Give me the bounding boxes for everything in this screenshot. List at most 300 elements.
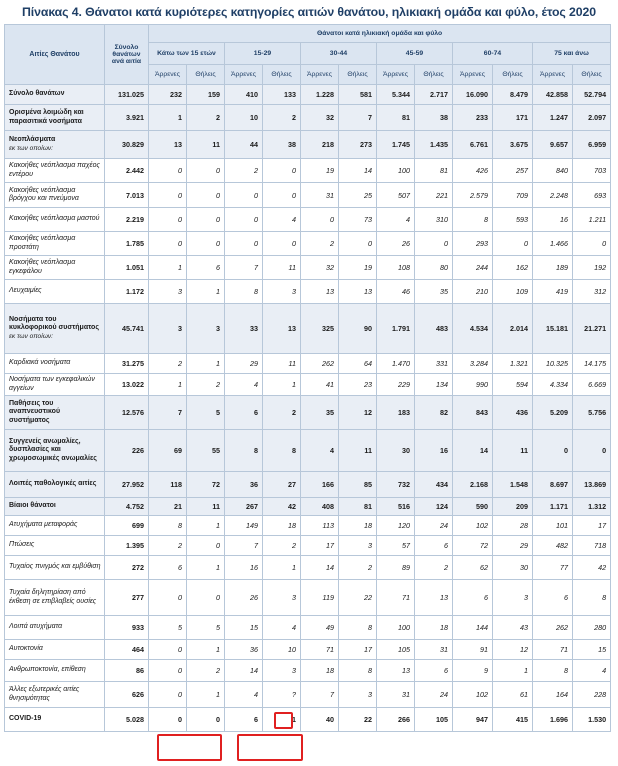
female-value-cell: 134 bbox=[415, 374, 453, 396]
cause-label bbox=[5, 472, 105, 498]
male-value-cell: 1 bbox=[149, 105, 187, 131]
female-value-cell: 82 bbox=[415, 396, 453, 430]
table-row bbox=[5, 183, 611, 208]
total-cell: 277 bbox=[105, 580, 149, 616]
male-value-cell: 8 bbox=[225, 280, 263, 304]
male-value-cell: 105 bbox=[377, 640, 415, 660]
male-value-cell: 590 bbox=[453, 498, 493, 516]
male-value-cell: 7 bbox=[225, 256, 263, 280]
header-male: Άρρενες bbox=[377, 65, 415, 85]
cause-label bbox=[5, 536, 105, 556]
female-value-cell: 24 bbox=[415, 682, 453, 708]
cause-name: Λευχαιμίες bbox=[9, 287, 42, 295]
male-value-cell: 31 bbox=[301, 183, 339, 208]
male-value-cell: 69 bbox=[149, 430, 187, 472]
cause-label bbox=[5, 354, 105, 374]
male-value-cell: 44 bbox=[225, 131, 263, 159]
female-value-cell: 6 bbox=[415, 536, 453, 556]
male-value-cell: 426 bbox=[453, 159, 493, 183]
cause-name: Ατυχήματα μεταφοράς bbox=[9, 521, 78, 529]
male-value-cell: 3 bbox=[149, 304, 187, 354]
male-value-cell: 71 bbox=[301, 640, 339, 660]
female-value-cell: 1.530 bbox=[573, 708, 611, 732]
header-female: Θήλεις bbox=[415, 65, 453, 85]
total-cell: 1.785 bbox=[105, 232, 149, 256]
female-value-cell: 0 bbox=[263, 159, 301, 183]
male-value-cell: 77 bbox=[533, 556, 573, 580]
female-value-cell: 55 bbox=[187, 430, 225, 472]
female-value-cell: 6.669 bbox=[573, 374, 611, 396]
header-female: Θήλεις bbox=[263, 65, 301, 85]
female-value-cell: 80 bbox=[415, 256, 453, 280]
male-value-cell: 13 bbox=[149, 131, 187, 159]
female-value-cell: 0 bbox=[263, 183, 301, 208]
male-value-cell: 325 bbox=[301, 304, 339, 354]
female-value-cell: 2.014 bbox=[493, 304, 533, 354]
female-value-cell: 0 bbox=[415, 232, 453, 256]
female-value-cell: 0 bbox=[187, 183, 225, 208]
table-row bbox=[5, 430, 611, 472]
cause-name: Τυχαία δηλητηρίαση από έκθεση σε επιβλαβείς ουσίες bbox=[9, 589, 97, 605]
cause-name: Σύνολο θανάτων bbox=[9, 90, 65, 98]
male-value-cell: 118 bbox=[149, 472, 187, 498]
total-cell: 272 bbox=[105, 556, 149, 580]
male-value-cell: 8 bbox=[225, 430, 263, 472]
female-value-cell: 11 bbox=[187, 498, 225, 516]
male-value-cell: 408 bbox=[301, 498, 339, 516]
male-value-cell: 144 bbox=[453, 616, 493, 640]
total-cell: 2.219 bbox=[105, 208, 149, 232]
female-value-cell: 2 bbox=[187, 374, 225, 396]
male-value-cell: 4 bbox=[377, 208, 415, 232]
total-cell: 226 bbox=[105, 430, 149, 472]
male-value-cell: 15.181 bbox=[533, 304, 573, 354]
female-value-cell: 2 bbox=[339, 556, 377, 580]
cause-subnote: εκ των οποίων: bbox=[9, 144, 53, 152]
female-value-cell: 3 bbox=[493, 580, 533, 616]
male-value-cell: 4.534 bbox=[453, 304, 493, 354]
table-row bbox=[5, 131, 611, 159]
female-value-cell: 3 bbox=[339, 536, 377, 556]
cause-subnote: εκ των οποίων: bbox=[9, 332, 53, 340]
male-value-cell: 18 bbox=[301, 660, 339, 682]
cause-label bbox=[5, 660, 105, 682]
table-row bbox=[5, 256, 611, 280]
male-value-cell: 113 bbox=[301, 516, 339, 536]
table-row bbox=[5, 580, 611, 616]
cause-name: Πτώσεις bbox=[9, 541, 35, 549]
table-row bbox=[5, 396, 611, 430]
male-value-cell: 0 bbox=[149, 708, 187, 732]
male-value-cell: 262 bbox=[301, 354, 339, 374]
male-value-cell: 1.791 bbox=[377, 304, 415, 354]
female-value-cell: 8 bbox=[339, 660, 377, 682]
female-value-cell: 10 bbox=[263, 640, 301, 660]
male-value-cell: 15 bbox=[225, 616, 263, 640]
female-value-cell: 1.548 bbox=[493, 472, 533, 498]
male-value-cell: 4 bbox=[301, 430, 339, 472]
female-value-cell: 310 bbox=[415, 208, 453, 232]
table-row bbox=[5, 159, 611, 183]
male-value-cell: 81 bbox=[377, 105, 415, 131]
female-value-cell: 7 bbox=[339, 105, 377, 131]
cause-label bbox=[5, 708, 105, 732]
header-male: Άρρενες bbox=[225, 65, 263, 85]
female-value-cell: 1.435 bbox=[415, 131, 453, 159]
cause-name: Νοσήματα του κυκλοφορικού συστήματος bbox=[9, 315, 99, 332]
female-value-cell: 8 bbox=[339, 616, 377, 640]
male-value-cell: 244 bbox=[453, 256, 493, 280]
male-value-cell: 0 bbox=[149, 232, 187, 256]
female-value-cell: 257 bbox=[493, 159, 533, 183]
female-value-cell: 21.271 bbox=[573, 304, 611, 354]
male-value-cell: 1.228 bbox=[301, 85, 339, 105]
female-value-cell: 273 bbox=[339, 131, 377, 159]
female-value-cell: 703 bbox=[573, 159, 611, 183]
male-value-cell: 4.334 bbox=[533, 374, 573, 396]
cause-label bbox=[5, 556, 105, 580]
male-value-cell: 840 bbox=[533, 159, 573, 183]
cause-label bbox=[5, 159, 105, 183]
female-value-cell: 105 bbox=[415, 708, 453, 732]
male-value-cell: 266 bbox=[377, 708, 415, 732]
male-value-cell: 6.761 bbox=[453, 131, 493, 159]
male-value-cell: 8.697 bbox=[533, 472, 573, 498]
female-value-cell: 1 bbox=[187, 280, 225, 304]
female-value-cell: 0 bbox=[493, 232, 533, 256]
table-row bbox=[5, 208, 611, 232]
female-value-cell: 1 bbox=[493, 660, 533, 682]
male-value-cell: 102 bbox=[453, 682, 493, 708]
male-value-cell: 293 bbox=[453, 232, 493, 256]
total-cell: 1.172 bbox=[105, 280, 149, 304]
cause-name: Κακοήθες νεόπλασμα βρόγχου και πνεύμονα bbox=[9, 186, 79, 202]
cause-name: Κακοήθες νεόπλασμα παχέος εντέρου bbox=[9, 162, 100, 178]
male-value-cell: 232 bbox=[149, 85, 187, 105]
female-value-cell: 6 bbox=[187, 256, 225, 280]
male-value-cell: 843 bbox=[453, 396, 493, 430]
total-cell: 86 bbox=[105, 660, 149, 682]
female-value-cell: 8.479 bbox=[493, 85, 533, 105]
header-female: Θήλεις bbox=[573, 65, 611, 85]
male-value-cell: 419 bbox=[533, 280, 573, 304]
female-value-cell: 0 bbox=[187, 159, 225, 183]
header-male: Άρρενες bbox=[453, 65, 493, 85]
table-row bbox=[5, 498, 611, 516]
male-value-cell: 13 bbox=[377, 660, 415, 682]
male-value-cell: 8 bbox=[453, 208, 493, 232]
total-cell: 2.442 bbox=[105, 159, 149, 183]
table-row bbox=[5, 682, 611, 708]
female-value-cell: 5 bbox=[187, 616, 225, 640]
female-value-cell: 29 bbox=[493, 536, 533, 556]
header-group: Θάνατοι κατά ηλικιακή ομάδα και φύλο bbox=[149, 25, 611, 43]
female-value-cell: 16 bbox=[415, 430, 453, 472]
cause-label bbox=[5, 396, 105, 430]
cause-name: Τυχαίος πνιγμός και εμβύθιση bbox=[9, 563, 101, 571]
header-cause: Αιτίες Θανάτου bbox=[5, 25, 105, 85]
total-cell: 1.051 bbox=[105, 256, 149, 280]
male-value-cell: 40 bbox=[301, 708, 339, 732]
male-value-cell: 166 bbox=[301, 472, 339, 498]
cause-label bbox=[5, 85, 105, 105]
male-value-cell: 149 bbox=[225, 516, 263, 536]
male-value-cell: 0 bbox=[149, 208, 187, 232]
female-value-cell: 6.959 bbox=[573, 131, 611, 159]
female-value-cell: 3 bbox=[263, 580, 301, 616]
total-cell: 3.921 bbox=[105, 105, 149, 131]
female-value-cell: 124 bbox=[415, 498, 453, 516]
male-value-cell: 2 bbox=[225, 159, 263, 183]
female-value-cell: 436 bbox=[493, 396, 533, 430]
male-value-cell: 0 bbox=[149, 682, 187, 708]
cause-name: Παθήσεις του αναπνευστικού συστήματος bbox=[9, 399, 61, 424]
male-value-cell: 29 bbox=[225, 354, 263, 374]
male-value-cell: 26 bbox=[225, 580, 263, 616]
male-value-cell: 9 bbox=[453, 660, 493, 682]
female-value-cell: 0 bbox=[573, 232, 611, 256]
table-row bbox=[5, 708, 611, 732]
header-female: Θήλεις bbox=[493, 65, 533, 85]
total-cell: 31.275 bbox=[105, 354, 149, 374]
male-value-cell: 1.470 bbox=[377, 354, 415, 374]
female-value-cell: 2.097 bbox=[573, 105, 611, 131]
cause-name: Αυτοκτονία bbox=[9, 645, 43, 653]
cause-label bbox=[5, 183, 105, 208]
header-age: 75 και άνω bbox=[533, 43, 611, 65]
header-female: Θήλεις bbox=[187, 65, 225, 85]
female-value-cell: 133 bbox=[263, 85, 301, 105]
header-age: 45-59 bbox=[377, 43, 453, 65]
male-value-cell: 100 bbox=[377, 159, 415, 183]
male-value-cell: 108 bbox=[377, 256, 415, 280]
female-value-cell: 22 bbox=[339, 580, 377, 616]
cause-name: Λοιπές παθολογικές αιτίες bbox=[9, 480, 97, 488]
female-value-cell: 1 bbox=[187, 682, 225, 708]
male-value-cell: 14 bbox=[453, 430, 493, 472]
male-value-cell: 233 bbox=[453, 105, 493, 131]
male-value-cell: 1.247 bbox=[533, 105, 573, 131]
female-value-cell: 11 bbox=[263, 256, 301, 280]
highlight-box-15-29 bbox=[237, 734, 303, 761]
table-row bbox=[5, 304, 611, 354]
total-cell: 464 bbox=[105, 640, 149, 660]
male-value-cell: 7 bbox=[225, 536, 263, 556]
total-cell: 933 bbox=[105, 616, 149, 640]
table-row bbox=[5, 374, 611, 396]
cause-label bbox=[5, 516, 105, 536]
table-row bbox=[5, 616, 611, 640]
table-row bbox=[5, 105, 611, 131]
header-female: Θήλεις bbox=[339, 65, 377, 85]
male-value-cell: 33 bbox=[225, 304, 263, 354]
female-value-cell: 8 bbox=[263, 430, 301, 472]
male-value-cell: 71 bbox=[377, 580, 415, 616]
cause-name: Κακοήθες νεόπλασμα προστάτη bbox=[9, 235, 76, 251]
female-value-cell: 162 bbox=[493, 256, 533, 280]
cause-label bbox=[5, 131, 105, 159]
male-value-cell: 229 bbox=[377, 374, 415, 396]
female-value-cell: 11 bbox=[263, 354, 301, 374]
female-value-cell: 43 bbox=[493, 616, 533, 640]
female-value-cell: 228 bbox=[573, 682, 611, 708]
highlight-box-under15 bbox=[157, 734, 222, 761]
female-value-cell: 1 bbox=[187, 556, 225, 580]
header-male: Άρρενες bbox=[533, 65, 573, 85]
male-value-cell: 119 bbox=[301, 580, 339, 616]
female-value-cell: 2 bbox=[263, 536, 301, 556]
table-row bbox=[5, 516, 611, 536]
female-value-cell: 73 bbox=[339, 208, 377, 232]
female-value-cell: 23 bbox=[339, 374, 377, 396]
table-title: Πίνακας 4. Θάνατοι κατά κυριότερες κατηγορίες αιτιών θανάτου, ηλικιακή ομάδα και φύλο, έτος 2020 bbox=[22, 5, 596, 19]
female-value-cell: 17 bbox=[339, 640, 377, 660]
male-value-cell: 101 bbox=[533, 516, 573, 536]
male-value-cell: 31 bbox=[377, 682, 415, 708]
female-value-cell: 85 bbox=[339, 472, 377, 498]
male-value-cell: 2 bbox=[301, 232, 339, 256]
highlight-box-question bbox=[274, 712, 293, 729]
female-value-cell: 13 bbox=[415, 580, 453, 616]
cause-label bbox=[5, 580, 105, 616]
male-value-cell: 4 bbox=[225, 682, 263, 708]
male-value-cell: 35 bbox=[301, 396, 339, 430]
female-value-cell: 594 bbox=[493, 374, 533, 396]
female-value-cell: 2 bbox=[187, 105, 225, 131]
male-value-cell: 17 bbox=[301, 536, 339, 556]
female-value-cell: 19 bbox=[339, 256, 377, 280]
female-value-cell: 11 bbox=[493, 430, 533, 472]
table-row bbox=[5, 472, 611, 498]
female-value-cell: 109 bbox=[493, 280, 533, 304]
female-value-cell: 1 bbox=[263, 556, 301, 580]
female-value-cell: 3 bbox=[339, 682, 377, 708]
cause-label bbox=[5, 208, 105, 232]
female-value-cell: 1 bbox=[187, 516, 225, 536]
male-value-cell: 2.248 bbox=[533, 183, 573, 208]
female-value-cell: 42 bbox=[263, 498, 301, 516]
table-row bbox=[5, 354, 611, 374]
cause-label bbox=[5, 430, 105, 472]
male-value-cell: 4 bbox=[225, 374, 263, 396]
total-cell: 699 bbox=[105, 516, 149, 536]
male-value-cell: 8 bbox=[149, 516, 187, 536]
female-value-cell: 38 bbox=[415, 105, 453, 131]
cause-name: Ανθρωποκτονία, επίθεση bbox=[9, 666, 86, 674]
female-value-cell: 13.869 bbox=[573, 472, 611, 498]
male-value-cell: 410 bbox=[225, 85, 263, 105]
male-value-cell: 36 bbox=[225, 640, 263, 660]
female-value-cell: 331 bbox=[415, 354, 453, 374]
cause-label bbox=[5, 232, 105, 256]
male-value-cell: 30 bbox=[377, 430, 415, 472]
female-value-cell: 30 bbox=[493, 556, 533, 580]
male-value-cell: 210 bbox=[453, 280, 493, 304]
female-value-cell: 12 bbox=[339, 396, 377, 430]
male-value-cell: 5.209 bbox=[533, 396, 573, 430]
cause-label bbox=[5, 616, 105, 640]
cause-name: Κακοήθες νεόπλασμα εγκεφάλου bbox=[9, 259, 76, 275]
female-value-cell: 2 bbox=[415, 556, 453, 580]
male-value-cell: 32 bbox=[301, 256, 339, 280]
male-value-cell: 1.466 bbox=[533, 232, 573, 256]
cause-name: Καρδιακά νοσήματα bbox=[9, 359, 71, 367]
female-value-cell: 3 bbox=[263, 280, 301, 304]
male-value-cell: 42.858 bbox=[533, 85, 573, 105]
female-value-cell: 35 bbox=[415, 280, 453, 304]
female-value-cell: 709 bbox=[493, 183, 533, 208]
male-value-cell: 1.745 bbox=[377, 131, 415, 159]
female-value-cell: 13 bbox=[339, 280, 377, 304]
female-value-cell: 171 bbox=[493, 105, 533, 131]
female-value-cell: 0 bbox=[187, 536, 225, 556]
cause-label bbox=[5, 498, 105, 516]
male-value-cell: 57 bbox=[377, 536, 415, 556]
male-value-cell: 0 bbox=[225, 208, 263, 232]
male-value-cell: 46 bbox=[377, 280, 415, 304]
male-value-cell: 26 bbox=[377, 232, 415, 256]
female-value-cell: 31 bbox=[415, 640, 453, 660]
male-value-cell: 516 bbox=[377, 498, 415, 516]
female-value-cell: 0 bbox=[187, 580, 225, 616]
female-value-cell: 81 bbox=[415, 159, 453, 183]
male-value-cell: 9.657 bbox=[533, 131, 573, 159]
female-value-cell: 42 bbox=[573, 556, 611, 580]
female-value-cell: 1 bbox=[263, 374, 301, 396]
table-row bbox=[5, 660, 611, 682]
total-cell: 626 bbox=[105, 682, 149, 708]
male-value-cell: 3 bbox=[149, 280, 187, 304]
male-value-cell: 14 bbox=[225, 660, 263, 682]
total-cell: 1.395 bbox=[105, 536, 149, 556]
female-value-cell: 4 bbox=[263, 616, 301, 640]
male-value-cell: 5 bbox=[149, 616, 187, 640]
male-value-cell: 0 bbox=[533, 430, 573, 472]
female-value-cell: 5.756 bbox=[573, 396, 611, 430]
male-value-cell: 990 bbox=[453, 374, 493, 396]
female-value-cell: ? bbox=[263, 682, 301, 708]
cause-name: Συγγενείς ανωμαλίες, δυσπλασίες και χρωμοσωμικές ανωμαλίες bbox=[9, 437, 97, 462]
header-total: Σύνολο θανάτων ανά αιτία bbox=[105, 25, 149, 85]
male-value-cell: 1 bbox=[149, 374, 187, 396]
male-value-cell: 71 bbox=[533, 640, 573, 660]
header-age: Κάτω των 15 ετών bbox=[149, 43, 225, 65]
male-value-cell: 0 bbox=[149, 159, 187, 183]
male-value-cell: 732 bbox=[377, 472, 415, 498]
male-value-cell: 100 bbox=[377, 616, 415, 640]
male-value-cell: 1.171 bbox=[533, 498, 573, 516]
header-age: 60-74 bbox=[453, 43, 533, 65]
male-value-cell: 7 bbox=[149, 396, 187, 430]
female-value-cell: 0 bbox=[339, 232, 377, 256]
male-value-cell: 2 bbox=[149, 536, 187, 556]
female-value-cell: 52.794 bbox=[573, 85, 611, 105]
female-value-cell: 12 bbox=[493, 640, 533, 660]
female-value-cell: 593 bbox=[493, 208, 533, 232]
female-value-cell: 6 bbox=[415, 660, 453, 682]
female-value-cell: 81 bbox=[339, 498, 377, 516]
total-cell: 13.022 bbox=[105, 374, 149, 396]
female-value-cell: 192 bbox=[573, 256, 611, 280]
male-value-cell: 482 bbox=[533, 536, 573, 556]
female-value-cell: 14.175 bbox=[573, 354, 611, 374]
total-cell: 131.025 bbox=[105, 85, 149, 105]
female-value-cell: 1 bbox=[187, 354, 225, 374]
female-value-cell: 2.717 bbox=[415, 85, 453, 105]
female-value-cell: 28 bbox=[493, 516, 533, 536]
table-row bbox=[5, 536, 611, 556]
total-cell: 7.013 bbox=[105, 183, 149, 208]
